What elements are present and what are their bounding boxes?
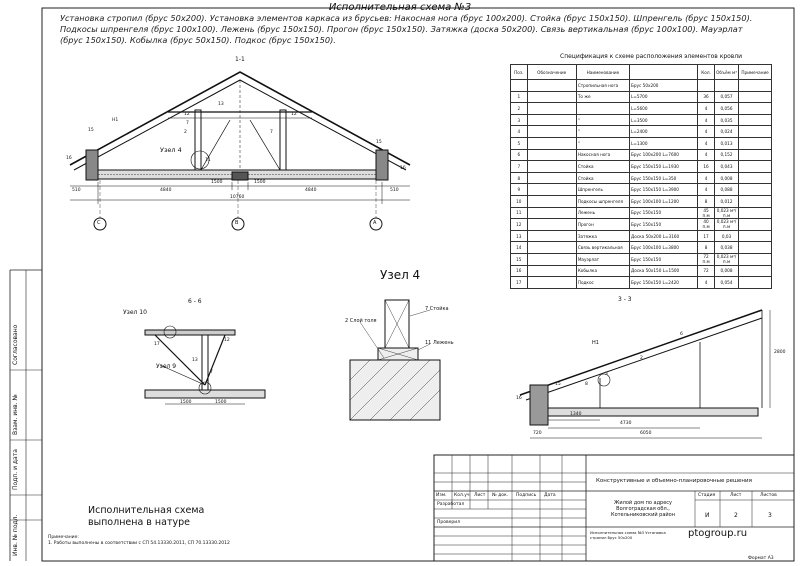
spec-cell: 0,013 — [714, 137, 738, 149]
mark-7-right: 7 — [270, 130, 273, 135]
spec-cell — [739, 219, 772, 231]
spec-cell — [739, 242, 772, 254]
spec-cell: 4 — [698, 149, 715, 161]
spec-cell: Связь вертикальная — [576, 242, 629, 254]
spec-cell: 14 — [511, 242, 528, 254]
spec-cell: 0,038 — [714, 242, 738, 254]
dim-1500-right: 1500 — [254, 180, 266, 185]
node4-title: Узел 4 — [380, 268, 421, 282]
spec-cell — [739, 172, 772, 184]
mark-2: 2 — [184, 130, 187, 135]
tb-col-sign: Подпись — [516, 493, 537, 498]
spec-table — [510, 64, 772, 289]
spec-cell: Брус 150х150 — [630, 253, 698, 265]
dim-4840-left: 4840 — [160, 188, 172, 193]
spec-cell: 16 — [511, 265, 528, 277]
side-inv1: Взам. инв. № — [12, 394, 19, 435]
spec-cell: 4 — [698, 137, 715, 149]
spec-cell: 0,054 — [714, 277, 738, 289]
spec-col-code: Обозначение — [527, 65, 576, 80]
spec-row — [511, 207, 772, 219]
spec-cell — [739, 161, 772, 173]
spec-cell: 0,012 — [714, 195, 738, 207]
spec-cell: Брус 150х150 L=1930 — [630, 161, 698, 173]
tb-col-kolvo: Кол.уч — [454, 493, 470, 498]
spec-cell: То же — [576, 91, 629, 103]
spec-title: Спецификация к схеме расположения элементов кровли — [560, 53, 743, 60]
section33-mark-8: 8 — [585, 382, 588, 387]
spec-cell: Брус 150х150 — [630, 207, 698, 219]
section33-title: 3 - 3 — [618, 296, 632, 303]
spec-cell: 3 — [511, 114, 528, 126]
spec-row — [511, 253, 772, 265]
spec-col-note: Примечание — [739, 65, 772, 80]
spec-cell: 2 — [511, 103, 528, 115]
spec-cell: Брус 150х150 — [630, 219, 698, 231]
spec-cell: 0,008 — [714, 172, 738, 184]
spec-cell: Накосная нога — [576, 149, 629, 161]
spec-cell: 17 — [511, 277, 528, 289]
spec-col-name: Наименование — [576, 65, 629, 80]
spec-row — [511, 277, 772, 289]
node4-label-tol: 2 Слой толя — [345, 318, 377, 324]
spec-cell: 72 — [698, 265, 715, 277]
spec-col-pos: Поз. — [511, 65, 528, 80]
spec-cell: Стойка — [576, 161, 629, 173]
spec-cell: 0,056 — [714, 103, 738, 115]
section33-mark-6: 6 — [680, 332, 683, 337]
spec-row — [511, 80, 772, 92]
spec-cell: Доска 50х200 L=3160 — [630, 230, 698, 242]
spec-cell: 0,057 — [714, 91, 738, 103]
spec-cell: 4 — [698, 184, 715, 196]
spec-cell: " — [576, 126, 629, 138]
spec-row — [511, 242, 772, 254]
drawing-title: Исполнительная схема №3 — [328, 2, 472, 13]
main-view-label: 1-1 — [235, 56, 245, 63]
spec-cell: 16 — [698, 161, 715, 173]
side-sign: Подп. и дата — [12, 449, 19, 490]
spec-cell — [527, 126, 576, 138]
spec-cell — [739, 114, 772, 126]
spec-cell: 8 — [511, 172, 528, 184]
node4-label-post: 7 Стойка — [425, 306, 449, 312]
spec-cell: Стропильная нога — [576, 80, 629, 92]
tb-work-desc: Исполнительная схема №3 Установка стропил брус 50х200 — [590, 530, 666, 540]
spec-row — [511, 103, 772, 115]
spec-cell: Лежень — [576, 207, 629, 219]
spec-cell — [739, 149, 772, 161]
spec-cell: Брус 150х150 L=3900 — [630, 184, 698, 196]
tb-object: Жилой дом по адресу Волгоградская обл., Котельниковский район — [611, 500, 675, 518]
spec-cell — [527, 265, 576, 277]
spec-cell: 0,043 — [714, 161, 738, 173]
section33-mark-15: 15 — [555, 382, 561, 387]
spec-cell: Стойка — [576, 172, 629, 184]
spec-row — [511, 219, 772, 231]
section66-mark-7: 7 — [210, 370, 213, 375]
spec-cell: 13 — [511, 230, 528, 242]
spec-cell: Затяжка — [576, 230, 629, 242]
note-text: 1. Работы выполнены в соответствии с СП 54.13330.2011, СП 70.13330.2012 — [48, 541, 230, 546]
spec-cell: 7 — [511, 161, 528, 173]
mark-7-left: 7 — [186, 121, 189, 126]
tb-col-doc: № док. — [492, 493, 509, 498]
spec-cell — [739, 137, 772, 149]
spec-cell — [527, 219, 576, 231]
tb-role-developer: Разработал — [437, 502, 465, 507]
ptogroup-logo: ptogroup.ru — [688, 528, 748, 539]
spec-cell — [511, 80, 528, 92]
spec-cell: L=5600 — [630, 103, 698, 115]
spec-cell: " — [576, 137, 629, 149]
spec-cell — [739, 91, 772, 103]
spec-cell: Кобылка — [576, 265, 629, 277]
tb-sheet: 2 — [734, 512, 738, 519]
spec-cell — [527, 137, 576, 149]
tb-stage-label: Стадия — [698, 493, 716, 498]
spec-cell: 4 — [698, 277, 715, 289]
spec-cell: Брус 100х200 L=7600 — [630, 149, 698, 161]
section33-dim-6050: 6050 — [640, 431, 652, 436]
spec-row — [511, 230, 772, 242]
mark-15-right: 15 — [376, 140, 382, 145]
spec-cell: Мауэрлат — [576, 253, 629, 265]
spec-cell: 8 — [698, 242, 715, 254]
side-inv2: Инв. № подл. — [12, 514, 19, 556]
section33-dim-1340: 1340 — [570, 412, 582, 417]
spec-cell — [576, 103, 629, 115]
spec-row — [511, 184, 772, 196]
spec-cell — [527, 277, 576, 289]
section66-node10: Узел 10 — [123, 309, 147, 316]
section66-mark-13: 13 — [192, 358, 198, 363]
spec-cell — [739, 195, 772, 207]
spec-cell: L=5700 — [630, 91, 698, 103]
dim-510-left: 510 — [72, 188, 81, 193]
spec-cell — [527, 80, 576, 92]
spec-cell — [527, 91, 576, 103]
spec-cell: " — [576, 114, 629, 126]
spec-row — [511, 126, 772, 138]
spec-row — [511, 172, 772, 184]
spec-cell: L=2400 — [630, 126, 698, 138]
note-title: Примечание: — [48, 535, 79, 540]
spec-cell: Брус 50х200 — [630, 80, 698, 92]
spec-cell — [739, 80, 772, 92]
side-agreed: Согласовано — [12, 324, 19, 365]
tb-sheets-label: Листов — [760, 493, 777, 498]
section33-mark-n1: Н1 — [592, 340, 599, 346]
mark-11: 11 — [205, 158, 211, 163]
spec-cell: 0,088 — [714, 184, 738, 196]
spec-cell: 0,152 — [714, 149, 738, 161]
spec-cell: Прогон — [576, 219, 629, 231]
spec-cell — [527, 207, 576, 219]
spec-col-volume: Объём м³ — [714, 65, 738, 80]
spec-cell: 0,023 м³/п.м — [714, 207, 738, 219]
spec-cell — [527, 103, 576, 115]
dim-4840-right: 4840 — [305, 188, 317, 193]
mark-16-left: 16 — [66, 156, 72, 161]
spec-cell: 0,024 — [714, 126, 738, 138]
spec-header-row — [511, 65, 772, 80]
dim-510-right: 510 — [390, 188, 399, 193]
dim-total: 10760 — [230, 195, 245, 200]
spec-cell: 5 — [511, 137, 528, 149]
tb-col-izm: Изм. — [436, 493, 447, 498]
spec-cell: 4 — [698, 103, 715, 115]
spec-col-qty: Кол. — [698, 65, 715, 80]
spec-cell — [527, 195, 576, 207]
spec-cell — [739, 126, 772, 138]
section66-title: 6 - 6 — [188, 298, 202, 305]
section66-dim-left: 1500 — [180, 400, 192, 405]
spec-cell: 9 — [511, 184, 528, 196]
spec-cell — [698, 80, 715, 92]
tb-col-list: Лист — [474, 493, 486, 498]
spec-row — [511, 114, 772, 126]
spec-cell — [527, 114, 576, 126]
section66-mark-17: 17 — [154, 342, 160, 347]
section33-mark-3: 3 — [605, 372, 608, 377]
spec-cell: 10 — [511, 195, 528, 207]
tb-sheet-label: Лист — [730, 493, 742, 498]
spec-cell: 8 — [698, 195, 715, 207]
spec-cell: Брус 100х100 L=1200 — [630, 195, 698, 207]
section66-node9: Узел 9 — [156, 363, 177, 370]
spec-cell: Брус 100х100 L=3800 — [630, 242, 698, 254]
spec-cell: 12 — [511, 219, 528, 231]
format-label: Формат А3 — [748, 556, 774, 561]
spec-cell — [527, 230, 576, 242]
spec-cell: 17 — [698, 230, 715, 242]
axis-a: А — [373, 220, 377, 226]
spec-cell — [527, 161, 576, 173]
spec-cell — [739, 207, 772, 219]
section33-mark-2: 2 — [640, 356, 643, 361]
spec-cell — [527, 172, 576, 184]
spec-cell — [739, 184, 772, 196]
mark-13: 13 — [218, 102, 224, 107]
spec-cell: 72 п.м — [698, 253, 715, 265]
spec-cell: Доска 50х150 L=1500 — [630, 265, 698, 277]
spec-cell: Подкосы шпренгеля — [576, 195, 629, 207]
executed-line: Исполнительная схема выполнена в натуре — [88, 505, 205, 528]
spec-cell: 4 — [698, 114, 715, 126]
tb-stage: И — [705, 512, 710, 519]
spec-cell: 0,008 — [714, 265, 738, 277]
spec-cell — [739, 265, 772, 277]
section66-mark-12: 12 — [224, 338, 230, 343]
spec-row — [511, 265, 772, 277]
spec-cell — [739, 277, 772, 289]
spec-cell — [527, 253, 576, 265]
mark-n1: Н1 — [112, 118, 119, 123]
spec-cell: 0,023 м³/п.м — [714, 253, 738, 265]
drawing-description: Установка стропил (брус 50х200). Установка элементов каркаса из брусьев: Накосная нога (брус 100х200). Стойка (брус 150х150). Шпренгель (брус 150х150). Подкосы шпренгеля (брус 100х100). Лежень (брус 150х150). Прогон (брус 150х150). Затяжка (доска 50х200). Связь вертикальная (брус 100х100). Мауэрлат (брус 150х150). Кобылка (брус 50х150). Подкос (брус 150х150). — [60, 13, 753, 45]
spec-row — [511, 195, 772, 207]
spec-cell: L=1300 — [630, 137, 698, 149]
spec-cell: 0,03 — [714, 230, 738, 242]
spec-cell: 36 — [698, 91, 715, 103]
mark-12-right: 12 — [291, 112, 297, 117]
spec-cell: 4 — [698, 172, 715, 184]
spec-col-size — [630, 65, 698, 80]
spec-cell — [739, 230, 772, 242]
section66-dim-right: 1500 — [215, 400, 227, 405]
spec-cell: 4 — [511, 126, 528, 138]
section33-dim-720: 720 — [533, 431, 542, 436]
tb-col-date: Дата — [544, 493, 556, 498]
tb-sheets: 3 — [768, 512, 772, 519]
spec-row — [511, 161, 772, 173]
spec-cell: 6 — [511, 149, 528, 161]
node4-label-lezhen: 11 Лежень — [425, 340, 454, 346]
node4-callout: Узел 4 — [160, 146, 182, 154]
spec-cell — [739, 103, 772, 115]
spec-cell: 45 п.м — [698, 207, 715, 219]
tb-role-checker: Проверил — [437, 520, 461, 525]
spec-cell: 0,023 м³/п.м — [714, 219, 738, 231]
spec-row — [511, 149, 772, 161]
spec-cell: 40 п.м — [698, 219, 715, 231]
spec-cell — [739, 253, 772, 265]
dim-1500-left: 1500 — [211, 180, 223, 185]
spec-row — [511, 137, 772, 149]
mark-15-left: 15 — [88, 128, 94, 133]
spec-row — [511, 91, 772, 103]
spec-cell — [527, 149, 576, 161]
mark-16-right: 16 — [400, 166, 406, 171]
spec-body — [511, 80, 772, 289]
tb-project: Конструктивные и объемно-планировочные решения — [596, 478, 752, 484]
mark-12-left: 12 — [184, 112, 190, 117]
spec-cell — [527, 242, 576, 254]
axis-b: В — [235, 220, 239, 226]
spec-cell — [527, 184, 576, 196]
section33-dim-2800: 2800 — [774, 350, 786, 355]
spec-cell: 15 — [511, 253, 528, 265]
spec-cell: Брус 150х150 L=350 — [630, 172, 698, 184]
note-block — [48, 535, 230, 547]
section33-mark-16: 16 — [516, 396, 522, 401]
spec-cell: Брус 150х150 L=2420 — [630, 277, 698, 289]
spec-cell: 4 — [698, 126, 715, 138]
spec-cell: Подкос — [576, 277, 629, 289]
spec-cell — [714, 80, 738, 92]
spec-cell: 1 — [511, 91, 528, 103]
section33-dim-4730: 4730 — [620, 421, 632, 426]
spec-cell: 11 — [511, 207, 528, 219]
spec-cell: 0,035 — [714, 114, 738, 126]
spec-cell: Шпренгель — [576, 184, 629, 196]
executed-stamp — [88, 505, 204, 529]
axis-c: С — [97, 220, 101, 226]
spec-cell: L=3500 — [630, 114, 698, 126]
